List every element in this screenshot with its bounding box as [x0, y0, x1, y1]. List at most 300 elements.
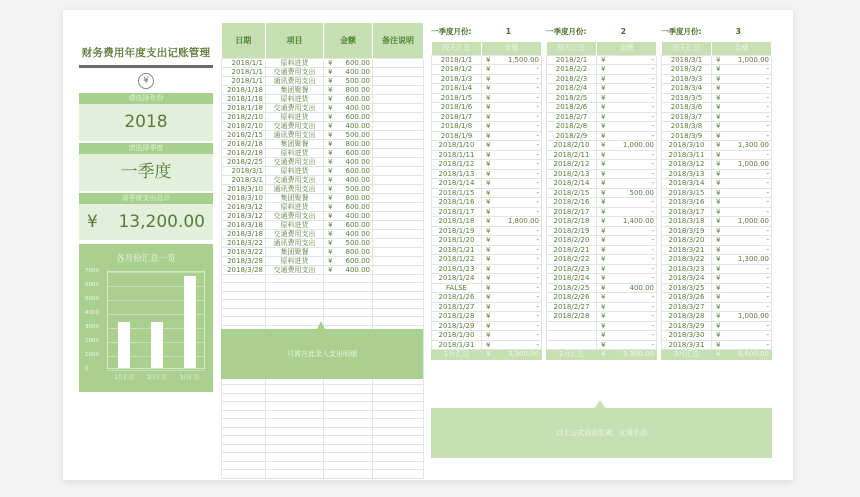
item-cell[interactable]: 集团聚餐	[266, 193, 324, 202]
date-cell[interactable]	[222, 300, 266, 309]
table-row	[662, 188, 772, 198]
table-row[interactable]	[222, 193, 424, 202]
amount-cell: -	[726, 65, 772, 75]
date-cell[interactable]: 2018/2/18	[222, 148, 266, 157]
date-cell[interactable]: 2018/1/1	[222, 67, 266, 76]
currency-cell: ¥	[597, 283, 611, 293]
currency-cell: ¥	[712, 283, 726, 293]
item-cell[interactable]: 交通费用支出	[266, 121, 324, 130]
table-row	[432, 274, 542, 284]
amount-cell[interactable]: 800.00	[336, 247, 373, 256]
table-row[interactable]	[222, 283, 424, 292]
amount-cell[interactable]	[336, 461, 373, 470]
table-row[interactable]	[222, 300, 424, 309]
monthly-summary-chart[interactable]	[79, 244, 213, 392]
currency-cell[interactable]: ¥	[324, 202, 336, 211]
item-cell[interactable]: 原料进货	[266, 256, 324, 265]
currency-cell[interactable]: ¥	[324, 121, 336, 130]
amount-cell[interactable]: 400.00	[336, 67, 373, 76]
amount-cell[interactable]: 600.00	[336, 202, 373, 211]
item-cell[interactable]: 通讯费用支出	[266, 238, 324, 247]
notes-cell[interactable]	[373, 308, 424, 317]
table-row[interactable]	[222, 274, 424, 283]
date-cell[interactable]	[222, 274, 266, 283]
currency-cell[interactable]	[324, 427, 336, 436]
amount-cell[interactable]: 500.00	[336, 238, 373, 247]
currency-cell: ¥	[597, 169, 611, 179]
date-cell[interactable]: 2018/3/18	[222, 229, 266, 238]
total-value: 13,200.00	[118, 212, 205, 232]
item-cell[interactable]	[266, 283, 324, 292]
currency-cell[interactable]: ¥	[324, 85, 336, 94]
notes-cell[interactable]	[373, 157, 424, 166]
amount-cell[interactable]	[336, 419, 373, 428]
date-cell[interactable]: 2018/3/28	[222, 256, 266, 265]
currency-cell[interactable]: ¥	[324, 76, 336, 85]
amount-cell[interactable]: 600.00	[336, 256, 373, 265]
table-row[interactable]	[222, 211, 424, 220]
table-row	[662, 169, 772, 179]
table-row	[547, 255, 657, 265]
currency-cell[interactable]	[324, 291, 336, 300]
table-row	[547, 141, 657, 151]
table-row[interactable]	[222, 247, 424, 256]
amount-cell[interactable]: 400.00	[336, 121, 373, 130]
table-row[interactable]	[222, 461, 424, 470]
item-cell[interactable]: 原料进货	[266, 202, 324, 211]
notes-cell[interactable]	[373, 58, 424, 67]
table-row	[547, 331, 657, 341]
item-cell[interactable]: 原料进货	[266, 94, 324, 103]
currency-cell[interactable]	[324, 436, 336, 445]
currency-cell[interactable]: ¥	[324, 67, 336, 76]
date-cell[interactable]	[222, 283, 266, 292]
date-cell[interactable]: 2018/1/18	[222, 94, 266, 103]
date-cell[interactable]: 2018/1/1	[222, 76, 266, 85]
day-cell: 2018/3/31	[662, 340, 712, 350]
date-cell[interactable]: 2018/3/18	[222, 220, 266, 229]
currency-cell[interactable]	[324, 470, 336, 479]
amount-cell[interactable]: 800.00	[336, 139, 373, 148]
item-cell[interactable]: 交通费用支出	[266, 157, 324, 166]
item-cell[interactable]	[266, 274, 324, 283]
notes-cell[interactable]	[373, 436, 424, 445]
date-cell[interactable]: 2018/3/22	[222, 247, 266, 256]
notes-cell[interactable]	[373, 220, 424, 229]
col-header-day: 按天汇总	[547, 42, 597, 55]
day-cell: 2018/2/6	[547, 103, 597, 113]
y-tick-label: 1000	[85, 352, 99, 358]
date-cell[interactable]	[222, 444, 266, 453]
item-cell[interactable]: 交通费用支出	[266, 103, 324, 112]
amount-cell[interactable]: 400.00	[336, 265, 373, 274]
table-row[interactable]	[222, 427, 424, 436]
currency-cell[interactable]: ¥	[324, 175, 336, 184]
amount-cell: -	[726, 179, 772, 189]
item-cell[interactable]	[266, 308, 324, 317]
amount-cell: -	[496, 150, 542, 160]
notes-cell[interactable]	[373, 184, 424, 193]
day-cell: 2018/3/4	[662, 84, 712, 94]
item-cell[interactable]	[266, 300, 324, 309]
currency-cell[interactable]: ¥	[324, 220, 336, 229]
table-row[interactable]	[222, 291, 424, 300]
table-row[interactable]	[222, 139, 424, 148]
amount-cell[interactable]	[336, 427, 373, 436]
notes-cell[interactable]	[373, 175, 424, 184]
amount-cell: -	[496, 141, 542, 151]
table-row[interactable]	[222, 67, 424, 76]
quarter-select[interactable]: 一季度	[79, 154, 213, 191]
amount-cell[interactable]: 500.00	[336, 130, 373, 139]
amount-cell[interactable]	[336, 291, 373, 300]
item-cell[interactable]: 原料进货	[266, 112, 324, 121]
currency-cell[interactable]	[324, 461, 336, 470]
table-row[interactable]	[222, 308, 424, 317]
item-cell[interactable]: 通讯费用支出	[266, 184, 324, 193]
currency-cell: ¥	[482, 321, 496, 331]
item-cell[interactable]: 集团聚餐	[266, 85, 324, 94]
table-row[interactable]	[222, 265, 424, 274]
table-row[interactable]	[222, 175, 424, 184]
item-cell[interactable]: 交通费用支出	[266, 67, 324, 76]
currency-cell[interactable]: ¥	[324, 166, 336, 175]
day-cell: 2018/2/10	[547, 141, 597, 151]
amount-cell: -	[611, 179, 657, 189]
amount-cell[interactable]: 600.00	[336, 58, 373, 67]
table-row	[432, 312, 542, 322]
item-cell[interactable]: 交通费用支出	[266, 265, 324, 274]
currency-cell: ¥	[597, 207, 611, 217]
date-cell[interactable]	[222, 317, 266, 326]
date-cell[interactable]	[222, 410, 266, 419]
table-row	[547, 245, 657, 255]
notes-cell[interactable]	[373, 427, 424, 436]
currency-cell[interactable]	[324, 419, 336, 428]
date-cell[interactable]: 2018/2/25	[222, 157, 266, 166]
table-row[interactable]	[222, 103, 424, 112]
currency-cell: ¥	[597, 103, 611, 113]
notes-cell[interactable]	[373, 112, 424, 121]
table-row[interactable]	[222, 94, 424, 103]
currency-cell: ¥	[482, 103, 496, 113]
currency-cell: ¥	[482, 207, 496, 217]
notes-cell[interactable]	[373, 470, 424, 479]
table-row[interactable]	[222, 148, 424, 157]
currency-cell[interactable]	[324, 283, 336, 292]
currency-cell[interactable]: ¥	[324, 265, 336, 274]
amount-cell: -	[726, 188, 772, 198]
item-cell[interactable]	[266, 461, 324, 470]
item-cell[interactable]: 通讯费用支出	[266, 76, 324, 85]
date-cell[interactable]	[222, 461, 266, 470]
table-row[interactable]	[222, 444, 424, 453]
amount-cell[interactable]: 600.00	[336, 220, 373, 229]
day-cell: 2018/1/29	[432, 321, 482, 331]
date-cell[interactable]: 2018/3/10	[222, 193, 266, 202]
notes-cell[interactable]	[373, 238, 424, 247]
day-cell: 2018/3/5	[662, 93, 712, 103]
month-label: 一季度月份:	[661, 27, 702, 36]
table-row	[547, 84, 657, 94]
amount-cell[interactable]: 400.00	[336, 157, 373, 166]
date-cell[interactable]: 2018/2/10	[222, 121, 266, 130]
date-cell[interactable]: 2018/3/1	[222, 175, 266, 184]
notes-cell[interactable]	[373, 291, 424, 300]
item-cell[interactable]	[266, 419, 324, 428]
notes-cell[interactable]	[373, 300, 424, 309]
item-cell[interactable]	[266, 427, 324, 436]
item-cell[interactable]: 交通费用支出	[266, 175, 324, 184]
amount-cell[interactable]	[336, 410, 373, 419]
currency-cell[interactable]: ¥	[324, 193, 336, 202]
notes-cell[interactable]	[373, 76, 424, 85]
date-cell[interactable]	[222, 308, 266, 317]
notes-cell[interactable]	[373, 148, 424, 157]
notes-cell[interactable]	[373, 202, 424, 211]
item-cell[interactable]	[266, 453, 324, 462]
currency-cell: ¥	[712, 331, 726, 341]
currency-cell[interactable]: ¥	[324, 130, 336, 139]
day-cell: 2018/1/7	[432, 112, 482, 122]
notes-cell[interactable]	[373, 130, 424, 139]
date-cell[interactable]: 2018/2/18	[222, 139, 266, 148]
currency-cell[interactable]	[324, 300, 336, 309]
notes-cell[interactable]	[373, 85, 424, 94]
item-cell[interactable]	[266, 436, 324, 445]
item-cell[interactable]: 原料进货	[266, 58, 324, 67]
table-row[interactable]	[222, 184, 424, 193]
day-cell: 2018/3/19	[662, 226, 712, 236]
month-table-1	[431, 26, 541, 360]
table-row	[432, 226, 542, 236]
table-row[interactable]	[222, 202, 424, 211]
amount-cell[interactable]: 600.00	[336, 94, 373, 103]
table-row[interactable]	[222, 58, 424, 67]
item-cell[interactable]	[266, 317, 324, 326]
currency-cell[interactable]: ¥	[324, 229, 336, 238]
amount-cell[interactable]: 400.00	[336, 229, 373, 238]
amount-cell: -	[611, 236, 657, 246]
item-cell[interactable]: 原料进货	[266, 166, 324, 175]
amount-cell: -	[496, 321, 542, 331]
amount-cell: 1,000.00	[611, 141, 657, 151]
notes-cell[interactable]	[373, 283, 424, 292]
notes-cell[interactable]	[373, 211, 424, 220]
amount-cell[interactable]: 600.00	[336, 112, 373, 121]
table-row[interactable]	[222, 453, 424, 462]
notes-cell[interactable]	[373, 317, 424, 326]
amount-cell[interactable]	[336, 300, 373, 309]
date-cell[interactable]	[222, 470, 266, 479]
currency-cell: ¥	[482, 331, 496, 341]
chart-bar[interactable]	[184, 276, 196, 368]
table-row	[662, 207, 772, 217]
table-row[interactable]	[222, 76, 424, 85]
currency-cell[interactable]	[324, 410, 336, 419]
col-header-date: 日期	[222, 23, 266, 58]
table-row[interactable]	[222, 130, 424, 139]
amount-cell[interactable]: 400.00	[336, 211, 373, 220]
notes-cell[interactable]	[373, 121, 424, 130]
date-cell[interactable]: 2018/3/12	[222, 211, 266, 220]
date-cell[interactable]	[222, 427, 266, 436]
notes-cell[interactable]	[373, 94, 424, 103]
date-cell[interactable]: 2018/3/28	[222, 265, 266, 274]
currency-cell[interactable]: ¥	[324, 103, 336, 112]
currency-cell[interactable]	[324, 308, 336, 317]
item-cell[interactable]: 集团聚餐	[266, 139, 324, 148]
day-cell: 2018/1/21	[432, 245, 482, 255]
date-cell[interactable]	[222, 436, 266, 445]
notes-cell[interactable]	[373, 139, 424, 148]
table-row[interactable]	[222, 220, 424, 229]
amount-cell: -	[496, 65, 542, 75]
item-cell[interactable]: 通讯费用支出	[266, 130, 324, 139]
table-row	[662, 160, 772, 170]
amount-cell: -	[611, 74, 657, 84]
table-row	[432, 302, 542, 312]
amount-cell[interactable]	[336, 444, 373, 453]
table-row[interactable]	[222, 419, 424, 428]
date-cell[interactable]: 2018/1/18	[222, 103, 266, 112]
summary-value: 6,600.00	[726, 350, 772, 360]
currency-cell[interactable]: ¥	[324, 256, 336, 265]
date-cell[interactable]: 2018/3/10	[222, 184, 266, 193]
notes-cell[interactable]	[373, 229, 424, 238]
currency-cell[interactable]: ¥	[324, 184, 336, 193]
currency-cell: ¥	[712, 112, 726, 122]
table-row[interactable]	[222, 410, 424, 419]
day-cell: 2018/1/3	[432, 74, 482, 84]
amount-cell[interactable]	[336, 274, 373, 283]
table-row[interactable]	[222, 256, 424, 265]
date-cell[interactable]: 2018/1/18	[222, 85, 266, 94]
date-cell[interactable]	[222, 291, 266, 300]
date-cell[interactable]	[222, 419, 266, 428]
table-row[interactable]	[222, 121, 424, 130]
currency-cell[interactable]	[324, 317, 336, 326]
amount-cell[interactable]	[336, 453, 373, 462]
currency-cell[interactable]: ¥	[324, 148, 336, 157]
item-cell[interactable]	[266, 291, 324, 300]
notes-cell[interactable]	[373, 166, 424, 175]
amount-cell[interactable]: 600.00	[336, 148, 373, 157]
currency-cell[interactable]: ¥	[324, 247, 336, 256]
table-row[interactable]	[222, 85, 424, 94]
amount-cell[interactable]: 400.00	[336, 103, 373, 112]
amount-cell: -	[726, 293, 772, 303]
item-cell[interactable]: 交通费用支出	[266, 211, 324, 220]
amount-cell: -	[726, 226, 772, 236]
currency-cell: ¥	[597, 179, 611, 189]
day-cell: 2018/3/22	[662, 255, 712, 265]
table-row[interactable]	[222, 470, 424, 479]
table-row[interactable]	[222, 229, 424, 238]
currency-cell[interactable]: ¥	[324, 211, 336, 220]
notes-cell[interactable]	[373, 410, 424, 419]
auto-generated-callout: 以上公式自动生成，无需手动	[431, 408, 772, 458]
notes-cell[interactable]	[373, 444, 424, 453]
currency-cell[interactable]	[324, 274, 336, 283]
table-row	[432, 255, 542, 265]
amount-cell[interactable]: 600.00	[336, 166, 373, 175]
amount-cell[interactable]	[336, 308, 373, 317]
table-row[interactable]	[222, 112, 424, 121]
notes-cell[interactable]	[373, 193, 424, 202]
currency-cell: ¥	[482, 122, 496, 132]
amount-cell[interactable]: 500.00	[336, 184, 373, 193]
amount-cell: -	[611, 122, 657, 132]
currency-cell[interactable]: ¥	[324, 94, 336, 103]
amount-cell: -	[611, 198, 657, 208]
date-cell[interactable]: 2018/3/22	[222, 238, 266, 247]
amount-cell[interactable]	[336, 283, 373, 292]
item-cell[interactable]: 原料进货	[266, 148, 324, 157]
notes-cell[interactable]	[373, 461, 424, 470]
notes-cell[interactable]	[373, 67, 424, 76]
chart-bar[interactable]	[151, 322, 163, 368]
item-cell[interactable]	[266, 410, 324, 419]
currency-cell[interactable]: ¥	[324, 112, 336, 121]
month-table-2	[546, 26, 656, 360]
notes-cell[interactable]	[373, 103, 424, 112]
currency-cell[interactable]: ¥	[324, 238, 336, 247]
amount-cell[interactable]	[336, 470, 373, 479]
currency-cell[interactable]: ¥	[324, 157, 336, 166]
date-cell[interactable]: 2018/3/1	[222, 166, 266, 175]
currency-cell[interactable]: ¥	[324, 139, 336, 148]
notes-cell[interactable]	[373, 453, 424, 462]
date-cell[interactable]: 2018/1/1	[222, 58, 266, 67]
table-row[interactable]	[222, 157, 424, 166]
currency-cell: ¥	[597, 264, 611, 274]
currency-cell[interactable]: ¥	[324, 58, 336, 67]
chart-bar[interactable]	[118, 322, 130, 368]
notes-cell[interactable]	[373, 265, 424, 274]
amount-cell[interactable]: 400.00	[336, 175, 373, 184]
amount-cell[interactable]: 800.00	[336, 85, 373, 94]
amount-cell[interactable]	[336, 436, 373, 445]
date-cell[interactable]: 2018/3/12	[222, 202, 266, 211]
item-cell[interactable]: 交通费用支出	[266, 229, 324, 238]
amount-cell: -	[611, 302, 657, 312]
item-cell[interactable]: 原料进货	[266, 220, 324, 229]
table-row[interactable]	[222, 166, 424, 175]
currency-cell: ¥	[712, 150, 726, 160]
item-cell[interactable]	[266, 444, 324, 453]
amount-cell[interactable]: 800.00	[336, 193, 373, 202]
amount-cell: -	[611, 93, 657, 103]
table-row[interactable]	[222, 238, 424, 247]
item-cell[interactable]	[266, 470, 324, 479]
notes-cell[interactable]	[373, 247, 424, 256]
date-cell[interactable]: 2018/2/15	[222, 130, 266, 139]
year-select[interactable]: 2018	[79, 104, 213, 141]
table-row[interactable]	[222, 436, 424, 445]
notes-cell[interactable]	[373, 256, 424, 265]
amount-cell[interactable]	[336, 317, 373, 326]
notes-cell[interactable]	[373, 419, 424, 428]
currency-cell[interactable]	[324, 453, 336, 462]
table-row	[432, 293, 542, 303]
date-cell[interactable]	[222, 453, 266, 462]
item-cell[interactable]: 集团聚餐	[266, 247, 324, 256]
currency-cell[interactable]	[324, 444, 336, 453]
notes-cell[interactable]	[373, 274, 424, 283]
amount-cell[interactable]: 500.00	[336, 76, 373, 85]
date-cell[interactable]: 2018/2/10	[222, 112, 266, 121]
